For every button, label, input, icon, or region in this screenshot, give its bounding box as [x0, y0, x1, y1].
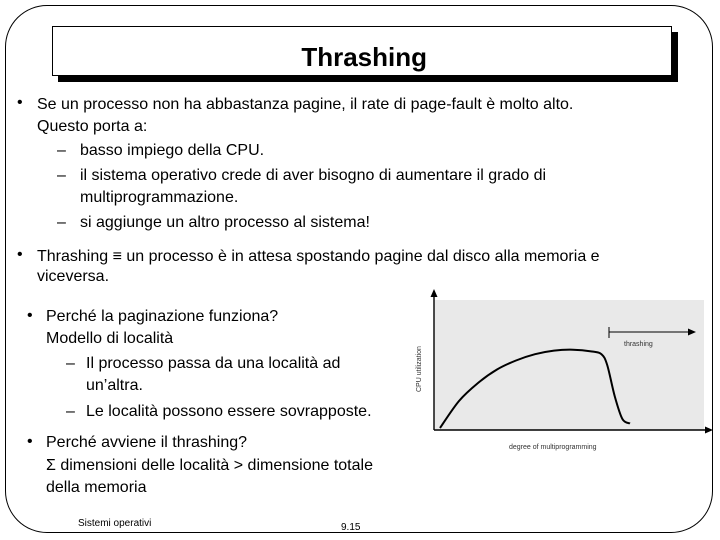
bullet3-sub2: Le località possono essere sovrapposte.	[86, 403, 372, 420]
bullet-dot: •	[17, 94, 23, 111]
bullet1-sub1: basso impiego della CPU.	[80, 142, 265, 159]
bullet4-line1: Perché avviene il thrashing?	[46, 434, 248, 451]
footer-page-number: 9.15	[341, 522, 361, 533]
bullet2-line2: viceversa.	[37, 268, 110, 285]
x-axis-arrow	[705, 427, 713, 434]
bullet3-line2: Modello di località	[46, 330, 174, 347]
bullet4-line2: Σ dimensioni delle località > dimensione totale	[46, 457, 373, 474]
bullet4-line3: della memoria	[46, 479, 147, 496]
bullet1-sub3: si aggiunge un altro processo al sistema!	[80, 214, 370, 231]
bullet1-sub2-line1: il sistema operativo crede di aver bisogno di aumentare il grado di	[80, 167, 547, 184]
dash: –	[57, 142, 66, 159]
dash: –	[57, 214, 66, 231]
bullet1-line1: Se un processo non ha abbastanza pagine, il rate di page-fault è molto alto.	[37, 96, 574, 113]
footer-course: Sistemi operativi	[78, 518, 152, 529]
dash: –	[57, 167, 66, 184]
bullet3-sub1-line1: Il processo passa da una località ad	[86, 355, 341, 372]
dash: –	[66, 403, 75, 420]
y-axis-label: CPU utilization	[416, 346, 423, 392]
y-axis-arrow	[431, 289, 438, 297]
bullet3-sub1-line2: un’altra.	[86, 377, 143, 394]
x-axis-label: degree of multiprogramming	[509, 444, 597, 451]
bullet3-line1: Perché la paginazione funziona?	[46, 308, 279, 325]
bullet1-line2: Questo porta a:	[37, 118, 148, 135]
bullet2-line1: Thrashing ≡ un processo è in attesa spostando pagine dal disco alla memoria e	[37, 248, 600, 265]
bullet-dot: •	[27, 433, 33, 450]
slide-title: Thrashing	[301, 42, 427, 72]
dash: –	[66, 355, 75, 372]
chart-plot-background	[434, 300, 704, 430]
bullet1-sub2-line2: multiprogrammazione.	[80, 189, 239, 206]
bullet-dot: •	[27, 307, 33, 324]
thrashing-annotation: thrashing	[624, 341, 653, 348]
bullet-dot: •	[17, 246, 23, 263]
